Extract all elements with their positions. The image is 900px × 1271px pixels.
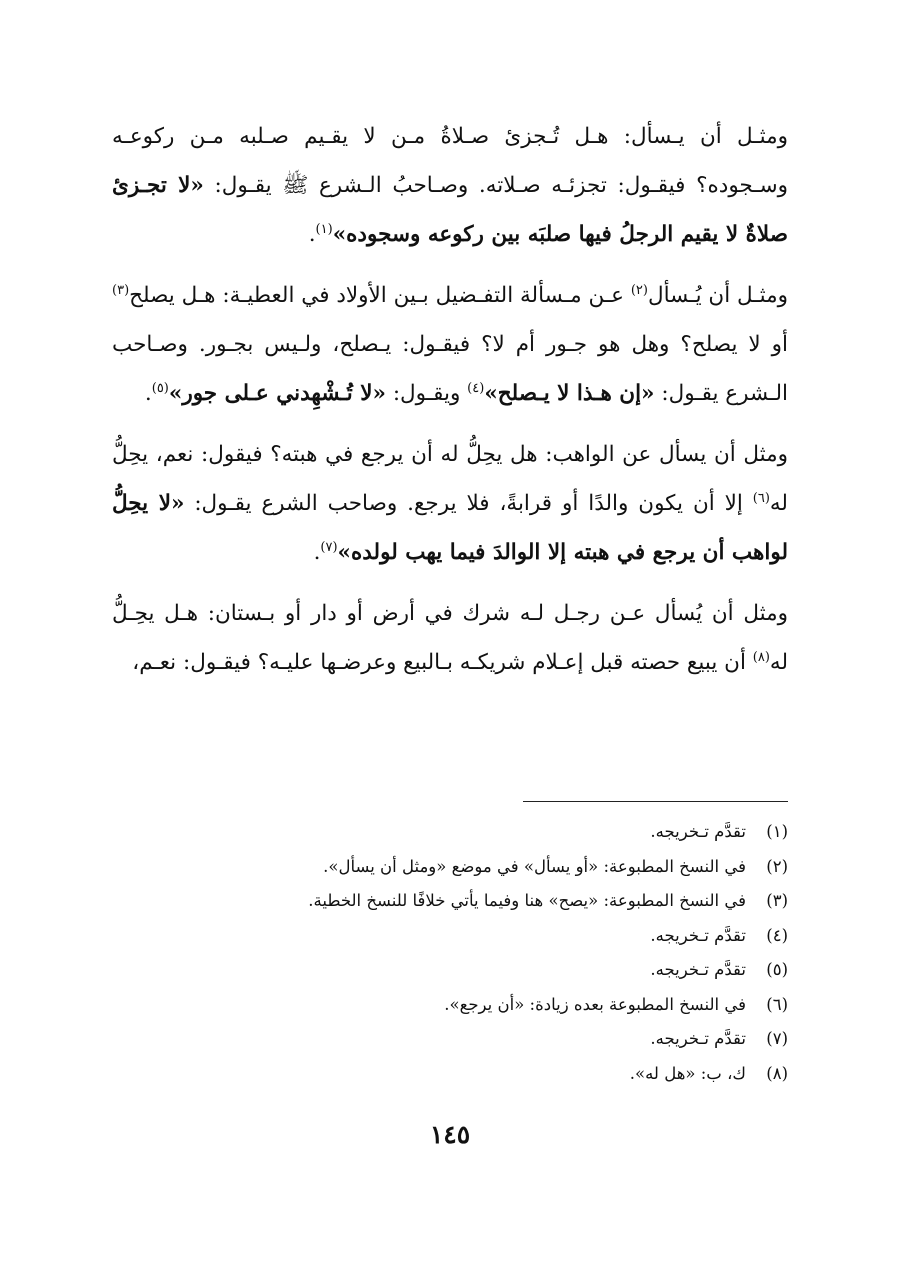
footnote-marker: (٧) — [320, 539, 338, 555]
footnote-number: (٣) — [766, 891, 788, 910]
footnote-number: (١) — [766, 822, 788, 841]
footnote-text: في النسخ المطبوعة: «يصح» هنا وفيما يأتي خلافًا للنسخ الخطية. — [308, 891, 746, 910]
text-run: أو لا يصلح؟ وهل هو جـور أم لا؟ فيقـول: يـصلح، ولـيس بجـور. وصـاحب الـشرع يقـول: — [112, 332, 788, 406]
footnote-6 — [148, 988, 788, 1023]
footnote-number: (٢) — [766, 856, 788, 876]
text-run: . — [313, 540, 321, 565]
text-run: أن يبيع حصته قبل إعـلام شريكـه بـالبيع وعرضـها عليـه؟ فيقـول: نعـم، — [132, 650, 753, 675]
footnote-text: ك، ب: «هل له». — [629, 1063, 746, 1083]
paragraph-1 — [112, 112, 788, 259]
text-run: ومثل أن يُسأل عـن رجـل لـه شرك في أرض أو دار أو بـستان: هـل يحِـلُّ له — [112, 601, 788, 675]
footnote-marker: (١) — [315, 221, 333, 237]
footnote-2 — [148, 850, 788, 885]
paragraph-3 — [112, 430, 788, 577]
footnote-text: في النسخ المطبوعة بعده زيادة: «أن يرجع». — [444, 994, 746, 1014]
footnote-number: (٦) — [766, 994, 788, 1014]
text-run: ويقـول: — [385, 381, 468, 406]
footnote-marker: (٢) — [630, 282, 648, 298]
footnote-marker: (٣) — [112, 282, 130, 298]
page-number: ١٤٥ — [429, 1120, 471, 1149]
footnote-number: (٥) — [766, 960, 788, 979]
footnote-text: تقدَّم تـخريجه. — [650, 1029, 746, 1048]
footnote-text: تقدَّم تـخريجه. — [650, 960, 746, 979]
text-run: إلا أن يكون والدًا أو قرابةً، فلا يرجع. وصاحب الشرع يقـول: — [184, 491, 753, 516]
footnote-text: تقدَّم تـخريجه. — [650, 822, 746, 841]
footnote-8 — [148, 1057, 788, 1092]
footnote-marker: (٥) — [151, 380, 169, 396]
footnote-number: (٤) — [766, 925, 788, 945]
footnote-3 — [148, 884, 788, 919]
hadith-quote: «إن هـذا لا يـصلح» — [484, 381, 655, 406]
paragraph-4 — [112, 589, 788, 687]
text-run: عـن مـسألة التفـضيل بـين الأولاد في العطيـة: هـل يصلح — [129, 283, 631, 308]
footnote-number: (٧) — [766, 1029, 788, 1048]
footnote-5 — [148, 953, 788, 988]
footnote-4 — [148, 919, 788, 954]
footnote-text: تقدَّم تـخريجه. — [650, 925, 746, 945]
text-run: . — [308, 222, 316, 247]
hadith-quote: «لا تُـشْهِدني عـلى جور» — [168, 381, 386, 406]
footnote-1 — [148, 815, 788, 850]
main-text — [112, 112, 788, 699]
footnotes — [148, 815, 788, 1091]
footnote-marker: (٦) — [752, 490, 770, 506]
footnote-text: في النسخ المطبوعة: «أو يسأل» في موضع «ومثل أن يسأل». — [323, 856, 746, 876]
text-run: ومثـل أن يـسأل: هـل تُـجزئ صـلاةُ مـن لا يقـيم صـلبه مـن ركوعـه وسـجوده؟ فيقـول: تجزئـه صـلاته. وصـاحبُ الـشرع ﷺ يقـول: — [112, 124, 788, 198]
hadith-quote: «لا تجـزئ صلاةٌ لا يقيم الرجلُ فيها صلبَه بين ركوعه وسجوده» — [112, 173, 788, 247]
footnote-number: (٨) — [766, 1063, 788, 1083]
text-run: ومثـل أن يُـسأل — [647, 283, 788, 308]
footnote-marker: (٨) — [752, 649, 770, 665]
text-run: . — [144, 381, 152, 406]
footnote-marker: (٤) — [467, 380, 485, 396]
hadith-quote: «لا يحِلُّ لواهب أن يرجع في هبته إلا الوالدَ فيما يهب لولده» — [112, 491, 788, 565]
footnote-7 — [148, 1022, 788, 1057]
text-run: ومثل أن يسأل عن الواهب: هل يحِلُّ له أن يرجع في هبته؟ فيقول: نعم، يحِلُّ له — [112, 442, 788, 516]
footnote-divider — [523, 801, 788, 802]
paragraph-2 — [112, 271, 788, 418]
